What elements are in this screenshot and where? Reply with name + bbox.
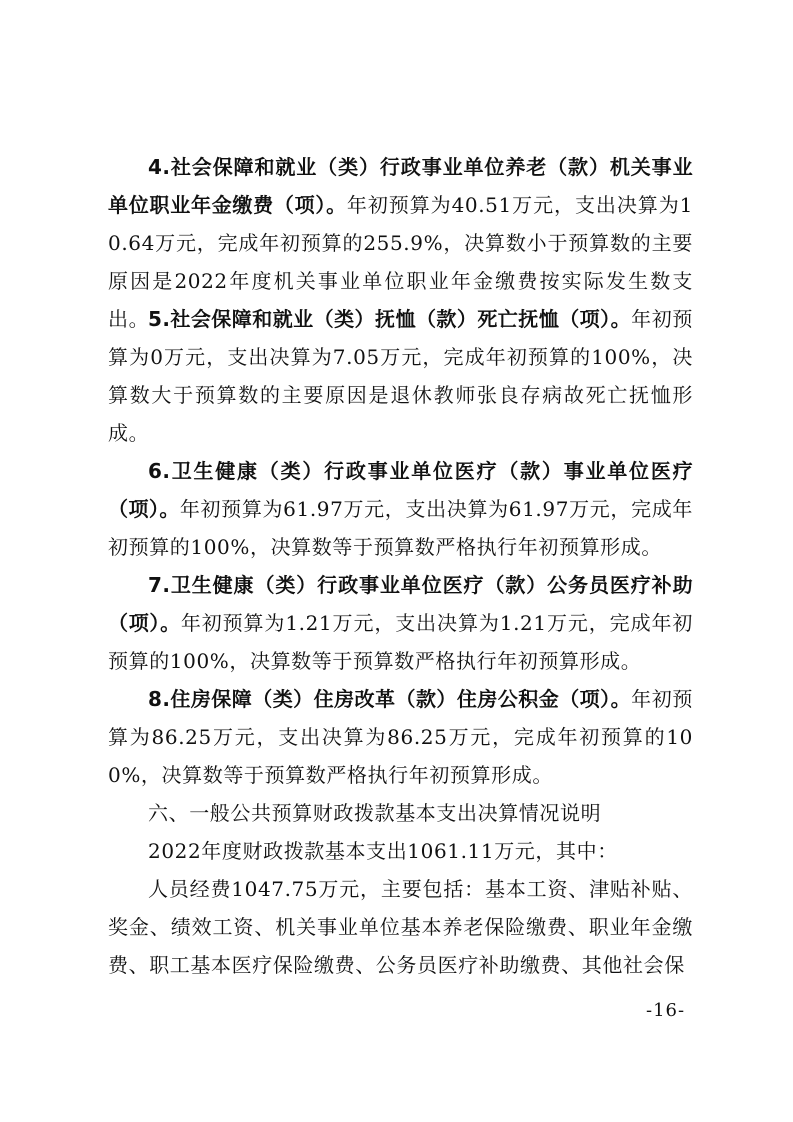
paragraph-item-8-lead: 8.住房保障（类）住房改革（款）住房公积金（项）。 [148, 687, 632, 711]
page-number: -16- [646, 1000, 686, 1021]
paragraph-item-7-body: 年初预算为1.21万元，支出决算为1.21万元，完成年初预算的100%，决算数等于预算数严格执行年初预算形成。 [108, 611, 693, 673]
paragraph-item-6-body: 年初预算为61.97万元，支出决算为61.97万元，完成年初预算的100%，决算数等于预算数严格执行年初预算形成。 [108, 497, 693, 559]
paragraph-item-4-body: 年初预算为40.51万元，支出决算为10.64万元，完成年初预算的255.9%，决算数小于预算数的主要原因是2022年度机关事业单位职业年金缴费按实际发生数支出。 [108, 193, 693, 331]
section-heading: 六、一般公共预算财政拨款基本支出决算情况说明 [148, 801, 602, 825]
section-paragraph-personnel: 人员经费1047.75万元，主要包括：基本工资、津贴补贴、奖金、绩效工资、机关事业单位基本养老保险缴费、职业年金缴费、职工基本医疗保险缴费、公务员医疗补助缴费、其他社会保 [108, 877, 693, 977]
paragraph-item-5-lead: 5.社会保障和就业（类）抚恤（款）死亡抚恤（项）。 [148, 307, 632, 331]
paragraph-item-7 [108, 566, 693, 680]
paragraph-item-5 [108, 300, 693, 452]
section-paragraph-summary: 2022年度财政拨款基本支出1061.11万元，其中： [148, 839, 618, 863]
paragraph-item-5-body: 年初预算为0万元，支出决算为7.05万元，完成年初预算的100%，决算数大于预算数的主要原因是退休教师张良存病故死亡抚恤形成。 [108, 307, 693, 445]
paragraph-item-8-body: 年初预算为86.25万元，支出决算为86.25万元，完成年初预算的100%，决算数等于预算数严格执行年初预算形成。 [108, 687, 693, 787]
paragraph-item-7-lead: 7.卫生健康（类）行政事业单位医疗（款）公务员医疗补助（项）。 [108, 573, 693, 635]
paragraph-item-6-lead: 6.卫生健康（类）行政事业单位医疗（款）事业单位医疗（项）。 [108, 459, 693, 521]
paragraph-item-6 [108, 452, 693, 566]
paragraph-item-8 [108, 680, 693, 794]
paragraph-item-4-lead: 4.社会保障和就业（类）行政事业单位养老（款）机关事业单位职业年金缴费（项）。 [108, 155, 693, 217]
